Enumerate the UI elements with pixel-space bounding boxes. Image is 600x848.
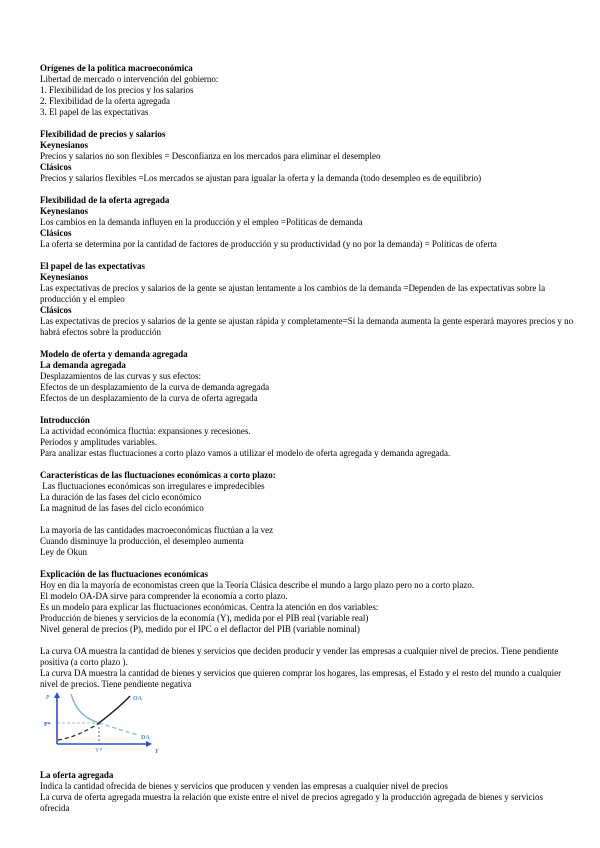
text-line: Las expectativas de precios y salarios de la gente se ajustan rápida y completamente=Si la demanda aumenta la gente esperará mayores precios y no habrá efectos sobre la producción: [40, 316, 576, 337]
output-star-label: Y*: [95, 748, 103, 754]
text-line: El modelo OA-DA sirve para comprender la economía a corto plazo.: [40, 591, 288, 601]
text-line: Desplazamientos de las curvas y sus efectos:: [40, 371, 201, 381]
subheading-line: Clásicos: [40, 228, 72, 238]
text-line: Las fluctuaciones económicas son irregulares e impredecibles: [40, 481, 265, 491]
y-axis-label: Y: [155, 749, 159, 755]
oa-curve-label: OA: [133, 696, 142, 702]
section-curvas-oa-da: [40, 646, 574, 759]
text-line: Nivel general de precios (P), medido por el IPC o el deflactor del PIB (variable nominal): [40, 624, 360, 634]
section-heading: La oferta agregada: [40, 770, 114, 780]
text-line: Precios y salarios no son flexibles = Desconfianza en los mercados para eliminar el desempleo: [40, 151, 381, 161]
subheading-line: Clásicos: [40, 162, 72, 172]
section-flexibilidad-oferta-agregada: [40, 195, 574, 250]
text-line: Libertad de mercado o intervención del gobierno:: [40, 74, 219, 84]
section-heading: Introducción: [40, 415, 90, 425]
text-line: 3. El papel de las expectativas: [40, 107, 149, 117]
section-introduccion: [40, 415, 574, 459]
subheading-line: La demanda agregada: [40, 360, 126, 370]
section-modelo-oa-da: [40, 349, 574, 404]
p-axis-label: P: [46, 695, 50, 701]
text-line: La magnitud de las fases del ciclo económico: [40, 503, 204, 513]
oa-da-figure: [42, 692, 574, 759]
text-line: La curva DA muestra la cantidad de bienes y servicios que quieren comprar los hogares, las empresas, el Estado y el resto del mundo a cualquier nivel de precios. Tiene pendiente negativa: [40, 668, 564, 689]
section-heading: Flexibilidad de precios y salarios: [40, 129, 166, 139]
document-content: [40, 63, 574, 825]
text-line: Ley de Okun: [40, 547, 87, 557]
section-heading: Flexibilidad de la oferta agregada: [40, 195, 170, 205]
da-curve-dashed: [99, 723, 139, 735]
subheading-line: Keynesianos: [40, 206, 89, 216]
oa-curve-solid: [99, 696, 130, 723]
section-oferta-agregada: [40, 770, 574, 814]
text-line: La curva de oferta agregada muestra la relación que existe entre el nivel de precios agregado y la producción agregada de bienes y servicios ofrecida: [40, 792, 546, 813]
subheading-line: Keynesianos: [40, 272, 89, 282]
section-explicacion-fluctuaciones: [40, 569, 574, 635]
oa-da-chart: [42, 692, 172, 756]
section-heading: El papel de las expectativas: [40, 261, 145, 271]
text-line: Cuando disminuye la producción, el desempleo aumenta: [40, 536, 244, 546]
text-line: 1. Flexibilidad de los precios y los salarios: [40, 85, 194, 95]
text-line: 2. Flexibilidad de la oferta agregada: [40, 96, 170, 106]
text-line: Períodos y amplitudes variables.: [40, 437, 157, 447]
section-origenes-politica: [40, 63, 574, 118]
text-line: Los cambios en la demanda influyen en la producción y el empleo =Políticas de demanda: [40, 217, 363, 227]
text-line: La actividad económica fluctúa: expansiones y recesiones.: [40, 426, 251, 436]
section-cantidades-macroeconomicas: [40, 525, 574, 558]
da-curve-label: DA: [141, 735, 150, 741]
text-line: Hoy en día la mayoría de economistas creen que la Teoría Clásica describe el mundo a largo plazo pero no a corto plazo.: [40, 580, 475, 590]
text-line: La mayoría de las cantidades macroeconómicas fluctúan a la vez: [40, 525, 274, 535]
text-line: Efectos de un desplazamiento de la curva de demanda agregada: [40, 382, 270, 392]
text-line: Es un modelo para explicar las fluctuaciones económicas. Centra la atención en dos variables:: [40, 602, 379, 612]
text-line: Producción de bienes y servicios de la economía (Y), medida por el PIB real (variable real): [40, 613, 369, 623]
subheading-line: Keynesianos: [40, 140, 89, 150]
text-line: Para analizar estas fluctuaciones a corto plazo vamos a utilizar el modelo de oferta agregada y demanda agregada.: [40, 448, 451, 458]
text-line: La curva OA muestra la cantidad de bienes y servicios que deciden producir y vender las empresas a cualquier nivel de precios. Tiene pendiente positiva (a corto plazo ).: [40, 646, 561, 667]
y-axis-arrow-icon: [54, 692, 60, 698]
section-heading: Orígenes de la política macroeconómica: [40, 63, 193, 73]
text-line: Efectos de un desplazamiento de la curva de oferta agregada: [40, 393, 258, 403]
section-heading: Características de las fluctuaciones económicas a corto plazo:: [40, 470, 276, 480]
section-flexibilidad-precios-salarios: [40, 129, 574, 184]
section-caracteristicas-fluctuaciones: [40, 470, 574, 514]
da-curve-solid: [71, 694, 99, 723]
section-papel-expectativas: [40, 261, 574, 338]
section-heading: Modelo de oferta y demanda agregada: [40, 349, 188, 359]
text-line: Precios y salarios flexibles =Los mercados se ajustan para igualar la oferta y la demanda (todo desempleo es de equilibrio): [40, 173, 482, 183]
text-line: La duración de las fases del ciclo económico: [40, 492, 202, 502]
price-star-label: P*: [44, 722, 51, 728]
subheading-line: Clásicos: [40, 305, 72, 315]
text-line: Indica la cantidad ofrecida de bienes y servicios que producen y venden las empresas a cualquier nivel de precios: [40, 781, 448, 791]
text-line: La oferta se determina por la cantidad de factores de producción y su productividad (y no por la demanda) = Políticas de oferta: [40, 239, 497, 249]
oa-curve-dashed: [58, 723, 99, 740]
text-line: Las expectativas de precios y salarios de la gente se ajustan lentamente a los cambios de la demanda =Dependen de las expectativas sobre la producción y el empleo: [40, 283, 548, 304]
x-axis-arrow-icon: [146, 741, 152, 747]
section-heading: Explicación de las fluctuaciones económicas: [40, 569, 208, 579]
